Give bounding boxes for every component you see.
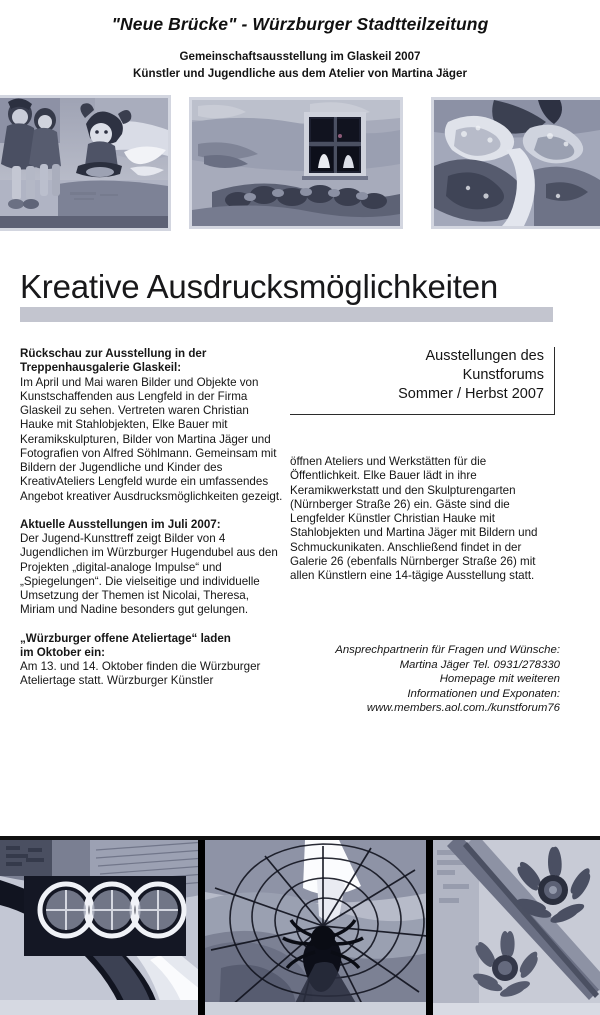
section-rueckschau-body: Im April und Mai waren Bilder und Objekte von Kunstschaffenden aus Lengfeld in der Firma Glaskeil zu sehen. Vertreten waren Christian Hauke mit Stahlobjekten, Elke Bauer mit Keramikskulpturen, Bilder von Martina Jäger und Fotografien von Alfred Söhlmann. Gemeinsam mit Bildern der Jugendliche und Kinder des KreativAteliers Lengfeld wurde ein umfassendes Angebot kreativer Ausdrucksmöglichkeiten gezeigt.	[20, 375, 283, 503]
bottom-strip-divider-2	[426, 840, 433, 1015]
right-column-body: öffnen Ateliers und Werkstätten für die Öffentlichkeit. Elke Bauer lädt in ihre Keramikwerkstatt und den Skulpturengarten (Nürnberger Straße 26) ein. Gäste sind die Lengfelder Künstler Christian Hauke mit Stahlobjekten und Martina Jäger mit Bildern und Schmuckunikaten. Anschließend findet in der Galerie 26 (ebenfalls Nürnberger Straße 26) mit allen Künstlern eine 14-tägige Ausstellung statt.	[290, 455, 538, 582]
right-column	[290, 455, 558, 583]
contact-block	[288, 643, 560, 716]
section-rueckschau-heading-line-1: Rückschau zur Ausstellung in der	[20, 347, 207, 360]
kunstforum-title-box	[290, 347, 555, 415]
bottom-photo-strip	[0, 826, 600, 1015]
photo-sunflowers	[433, 840, 600, 1015]
photo-house-window	[192, 100, 400, 226]
section-ateliertage-body: Am 13. und 14. Oktober finden die Würzburger Ateliertage statt. Würzburger Künstler	[20, 660, 261, 688]
kunstforum-line-2: Kunstforums	[462, 367, 544, 383]
photo-spiderweb-graphic	[205, 840, 433, 1015]
photo-garden-plants	[434, 100, 600, 226]
page-title: "Neue Brücke" - Würzburger Stadtteilzeitung	[111, 14, 489, 34]
photo-sunflowers-graphic	[433, 840, 600, 1015]
section-aktuelle-heading: Aktuelle Ausstellungen im Juli 2007:	[20, 517, 221, 531]
photo-spiderweb	[205, 840, 433, 1015]
top-photo-strip	[0, 98, 600, 230]
bottom-strip-divider-1	[198, 840, 205, 1015]
photo-house-window-graphic	[192, 100, 400, 226]
photo-garden-plants-graphic	[434, 100, 600, 226]
article-headline: Kreative Ausdrucksmöglichkeiten	[20, 268, 499, 305]
photo-abstract-circles-graphic	[0, 840, 205, 1015]
kunstforum-line-1: Ausstellungen des	[425, 348, 544, 364]
headline-underline-bar	[20, 307, 553, 322]
section-aktuelle-body: Der Jugend-Kunsttreff zeigt Bilder von 4 Jugendlichen im Würzburger Hugendubel aus den Projekten „digital-analoge Impulse“ und „Spiegelungen“. Die vielseitige und individuelle Umsetzung der Themen ist Nicolai, Theresa, Miriam und Nadine besonders gut gelungen.	[20, 532, 278, 617]
left-column	[20, 347, 284, 689]
contact-line-3: Homepage mit weiteren	[439, 673, 560, 686]
contact-line-1: Ansprechpartnerin für Fragen und Wünsche:	[335, 644, 560, 656]
headline-section	[0, 268, 600, 326]
subtitle-line-2: Künstler und Jugendliche aus dem Atelier von Martina Jäger	[133, 67, 467, 80]
photo-abstract-circles	[0, 840, 205, 1015]
kunstforum-line-3: Sommer / Herbst 2007	[398, 386, 544, 402]
section-rueckschau-heading-line-2: Treppenhausgalerie Glaskeil:	[20, 361, 182, 375]
section-ateliertage-heading-line-2: im Oktober ein:	[20, 645, 106, 659]
section-ateliertage-heading-line-1: „Würzburger offene Ateliertage“ laden	[20, 631, 231, 645]
contact-line-2: Martina Jäger Tel. 0931/278330	[399, 658, 560, 671]
photo-sculptures-jesters-graphic	[0, 98, 168, 228]
contact-website: www.members.aol.com./kunstforum76	[366, 702, 560, 715]
section-rueckschau	[20, 347, 284, 504]
section-ateliertage	[20, 632, 284, 689]
subtitle-line-1: Gemeinschaftsausstellung im Glaskeil 2007	[179, 50, 421, 63]
photo-sculptures-jesters	[0, 98, 168, 228]
section-aktuelle-ausstellungen	[20, 518, 284, 618]
spacer	[20, 504, 284, 518]
spacer	[20, 618, 284, 632]
contact-line-4: Informationen und Exponaten:	[407, 687, 560, 700]
